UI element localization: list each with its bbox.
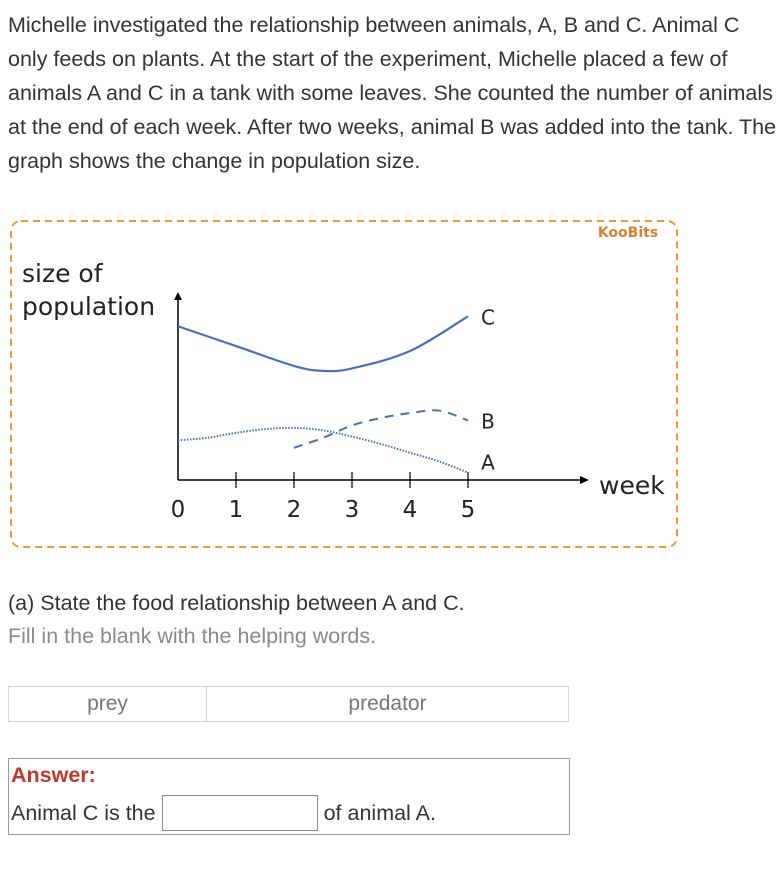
x-tick-label-4: 4 xyxy=(402,497,418,523)
x-tick-label-5: 5 xyxy=(460,497,476,523)
series-label-a: A xyxy=(481,450,495,475)
answer-prefix: Animal C is the xyxy=(11,800,156,825)
series-label-b: B xyxy=(481,409,495,434)
answer-label: Answer: xyxy=(11,763,96,787)
word-bank xyxy=(8,686,569,722)
series-label-c: C xyxy=(481,305,495,330)
answer-suffix: of animal A. xyxy=(323,800,436,825)
word-option-predator[interactable]: predator xyxy=(348,692,427,715)
x-axis-label: week xyxy=(599,471,665,500)
answer-blank-drop-zone[interactable] xyxy=(162,795,318,831)
answer-box xyxy=(8,758,570,835)
word-option-prey[interactable]: prey xyxy=(9,687,207,721)
population-graph xyxy=(8,216,682,550)
x-tick-label-1: 1 xyxy=(228,497,244,523)
x-tick-label-2: 2 xyxy=(286,497,302,523)
x-tick-label-0: 0 xyxy=(170,497,186,523)
population-graph-figure xyxy=(8,216,682,550)
series-line-b xyxy=(294,410,468,448)
series-line-a xyxy=(178,428,468,473)
question-text: Michelle investigated the relationship between animals, A, B and C. Animal C only feeds on plants. At the start of the experiment, Michelle placed a few of animals A and C in a tank with some leaves. She counted the number of animals at the end of each week. After two weeks, animal B was added into the tank. The graph shows the change in population size. xyxy=(8,13,777,173)
y-axis-label-line1: size of xyxy=(22,259,103,288)
series-line-c xyxy=(178,316,468,371)
y-axis-arrow xyxy=(174,292,182,300)
y-axis-label-line2: population xyxy=(22,292,156,321)
x-tick-label-3: 3 xyxy=(344,497,360,523)
part-a-hint: Fill in the blank with the helping words. xyxy=(8,624,377,648)
part-a-question: (a) State the food relationship between A and C. xyxy=(8,591,465,615)
answer-sentence xyxy=(11,794,436,832)
brand-logo: KooBits xyxy=(597,225,659,241)
x-axis-arrow xyxy=(580,476,589,484)
